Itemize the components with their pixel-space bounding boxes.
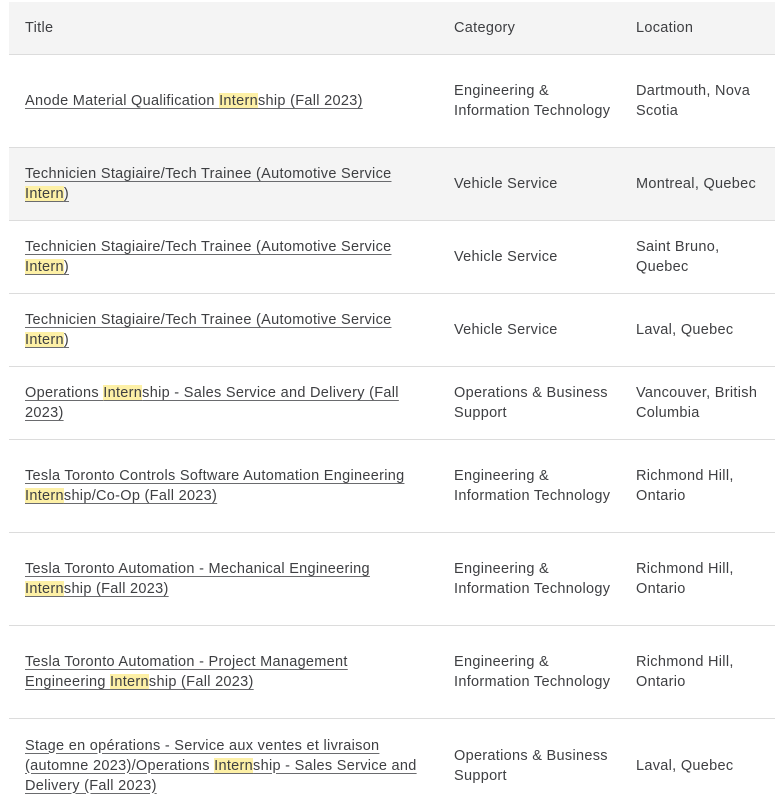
job-listings-table bbox=[9, 2, 775, 812]
job-title-link[interactable]: Anode Material Qualification Internship (Fall 2023) bbox=[25, 93, 363, 109]
search-highlight: Intern bbox=[219, 93, 258, 109]
job-title-cell bbox=[9, 652, 438, 692]
job-location: Laval, Quebec bbox=[636, 322, 734, 338]
job-location: Laval, Quebec bbox=[636, 757, 734, 774]
job-title-cell bbox=[9, 559, 438, 599]
job-title-cell bbox=[9, 91, 438, 111]
search-highlight: Intern bbox=[103, 385, 143, 401]
table-row bbox=[9, 367, 775, 440]
column-header-category: Category bbox=[454, 20, 516, 36]
search-highlight: Intern bbox=[110, 674, 149, 690]
table-row bbox=[9, 148, 775, 221]
job-title-link[interactable]: Technicien Stagiaire/Tech Trainee (Automotive Service Intern) bbox=[25, 312, 392, 348]
job-title-cell bbox=[9, 310, 438, 350]
job-title-link[interactable]: Stage en opérations - Service aux ventes et livraison (automne 2023)/Operations Internship - Sales Service and Delivery (Fall 2023) bbox=[25, 737, 417, 794]
job-location: Saint Bruno, Quebec bbox=[636, 239, 720, 275]
job-location: Vancouver, British Columbia bbox=[636, 385, 758, 421]
job-category: Operations & Business Support bbox=[454, 385, 608, 421]
job-location: Dartmouth, Nova Scotia bbox=[636, 83, 751, 119]
job-title-link[interactable]: Operations Internship - Sales Service and Delivery (Fall 2023) bbox=[25, 385, 399, 421]
job-category: Vehicle Service bbox=[454, 249, 558, 265]
search-highlight: Intern bbox=[25, 332, 64, 348]
job-title-link[interactable]: Tesla Toronto Automation - Project Management Engineering Internship (Fall 2023) bbox=[25, 654, 348, 690]
search-highlight: Intern bbox=[25, 581, 64, 597]
column-header-location: Location bbox=[636, 20, 694, 36]
table-row bbox=[9, 55, 775, 148]
job-title-link[interactable]: Tesla Toronto Automation - Mechanical Engineering Internship (Fall 2023) bbox=[25, 561, 370, 597]
job-location: Montreal, Quebec bbox=[636, 176, 757, 192]
search-highlight: Intern bbox=[214, 757, 254, 774]
job-location: Richmond Hill, Ontario bbox=[636, 561, 734, 597]
job-title-cell bbox=[9, 237, 438, 277]
table-row bbox=[9, 626, 775, 719]
column-header-title: Title bbox=[25, 20, 54, 36]
table-row bbox=[9, 221, 775, 294]
table-row bbox=[9, 533, 775, 626]
search-highlight: Intern bbox=[25, 259, 64, 275]
table-row bbox=[9, 294, 775, 367]
job-category: Engineering & Information Technology bbox=[454, 468, 611, 504]
job-category: Engineering & Information Technology bbox=[454, 83, 611, 119]
table-row bbox=[9, 719, 775, 812]
table-header-row bbox=[9, 2, 775, 55]
job-title-cell bbox=[9, 164, 438, 204]
search-highlight: Intern bbox=[25, 488, 64, 504]
job-category: Vehicle Service bbox=[454, 322, 558, 338]
job-category: Vehicle Service bbox=[454, 176, 558, 192]
table-row bbox=[9, 440, 775, 533]
job-category: Engineering & Information Technology bbox=[454, 561, 611, 597]
job-title-link[interactable]: Technicien Stagiaire/Tech Trainee (Automotive Service Intern) bbox=[25, 239, 392, 275]
search-highlight: Intern bbox=[25, 186, 64, 202]
job-category: Engineering & Information Technology bbox=[454, 654, 611, 690]
job-title-link[interactable]: Technicien Stagiaire/Tech Trainee (Automotive Service Intern) bbox=[25, 166, 392, 202]
job-title-cell bbox=[9, 736, 438, 796]
job-category: Operations & Business Support bbox=[454, 747, 608, 784]
job-title-cell bbox=[9, 466, 438, 506]
job-title-link[interactable]: Tesla Toronto Controls Software Automation Engineering Internship/Co-Op (Fall 2023) bbox=[25, 468, 405, 504]
job-location: Richmond Hill, Ontario bbox=[636, 468, 734, 504]
job-title-cell bbox=[9, 383, 438, 423]
job-location: Richmond Hill, Ontario bbox=[636, 654, 734, 690]
